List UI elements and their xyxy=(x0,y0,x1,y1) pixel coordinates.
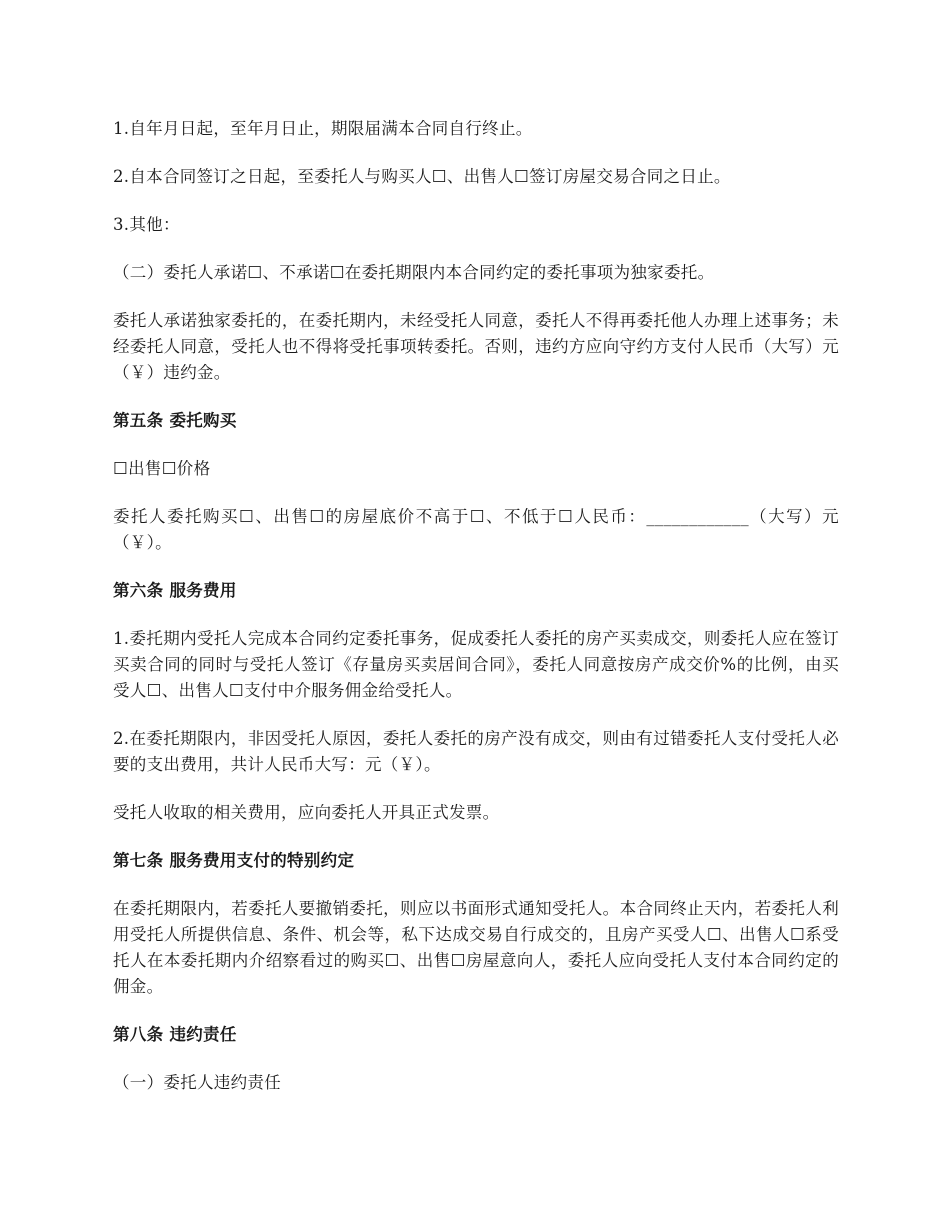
article-7-heading: 第七条 服务费用支付的特别约定 xyxy=(113,851,355,870)
article-8-heading: 第八条 违约责任 xyxy=(113,1025,237,1044)
exclusive-terms: 委托人承诺独家委托的，在委托期内，未经受托人同意，委托人不得再委托他人办理上述事务；未经委托人同意，受托人也不得将受托事项转委托。否则，违约方应向守约方支付人民币（大写）元（￥）违约金。 xyxy=(113,311,839,382)
exclusive-commitment: （二）委托人承诺☐、不承诺☐在委托期限内本合同约定的委托事项为独家委托。 xyxy=(113,263,715,282)
term-clause-1: 1.自年月日起，至年月日止，期限届满本合同自行终止。 xyxy=(113,119,533,138)
article-6-heading: 第六条 服务费用 xyxy=(113,581,237,600)
article-6-clause-2: 2.在委托期限内，非因受托人原因，委托人委托的房产没有成交，则由有过错委托人支付受托人必要的支出费用，共计人民币大写：元（￥）。 xyxy=(113,729,839,774)
term-clause-3: 3.其他： xyxy=(113,215,180,234)
article-6-invoice: 受托人收取的相关费用，应向委托人开具正式发票。 xyxy=(113,803,500,822)
article-6-clause-1: 1.委托期内受托人完成本合同约定委托事务，促成委托人委托的房产买卖成交，则委托人应在签订买卖合同的同时与受托人签订《存量房买卖居间合同》，委托人同意按房产成交价%的比例，由买受人☐、出售人☐支付中介服务佣金给受托人。 xyxy=(113,629,839,700)
document-page xyxy=(113,116,839,1118)
article-8-subheading: （一）委托人违约责任 xyxy=(113,1073,281,1092)
article-7-body: 在委托期限内，若委托人要撤销委托，则应以书面形式通知受托人。本合同终止天内，若委托人利用受托人所提供信息、条件、机会等，私下达成交易自行成交的，且房产买受人☐、出售人☐系受托人在本委托期内介绍察看过的购买☐、出售☐房屋意向人，委托人应向受托人支付本合同约定的佣金。 xyxy=(113,899,839,996)
article-5-price: 委托人委托购买☐、出售☐的房屋底价不高于☐、不低于☐人民币：____________（大写）元（￥）。 xyxy=(113,507,839,552)
article-5-heading: 第五条 委托购买 xyxy=(113,411,237,430)
article-5-options: ☐出售☐价格 xyxy=(113,459,211,478)
term-clause-2: 2.自本合同签订之日起，至委托人与购买人☐、出售人☐签订房屋交易合同之日止。 xyxy=(113,167,731,186)
